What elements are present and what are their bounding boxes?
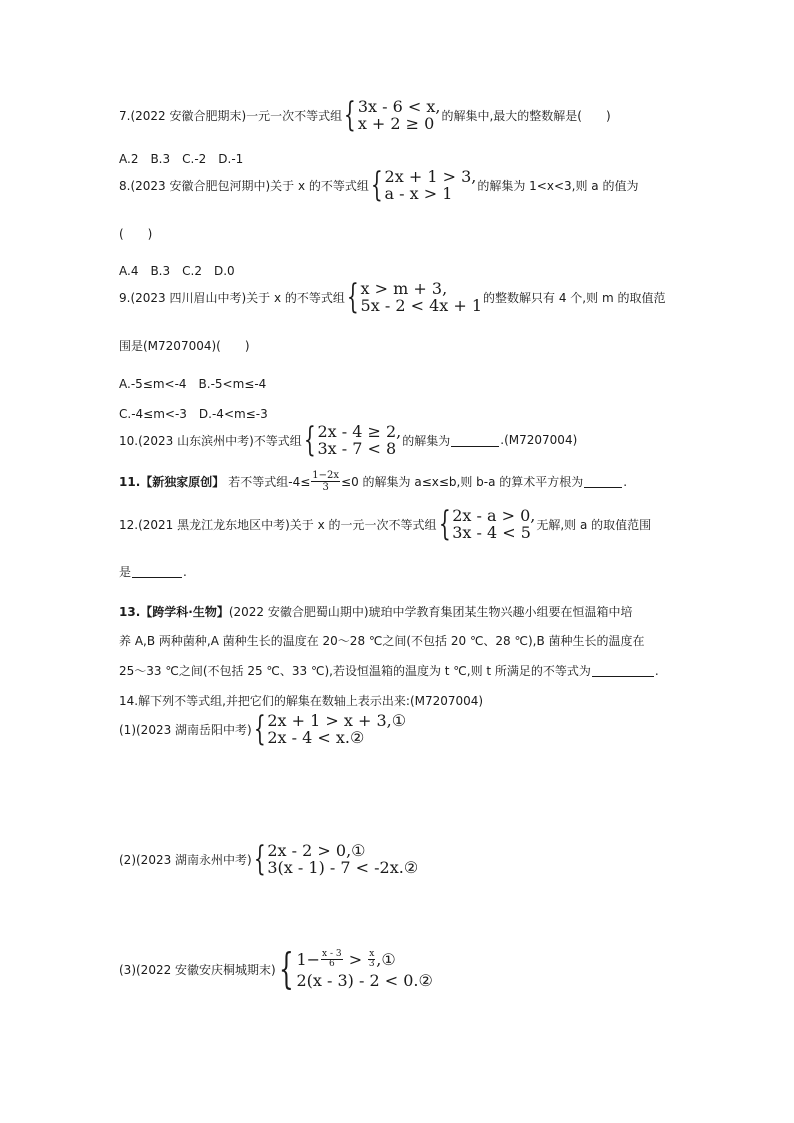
q9-prefix: 9.(2023 四川眉山中考)关于 x 的不等式组 xyxy=(119,290,345,305)
q10-system: { 2x - 4 ≥ 2, 3x - 7 < 8 xyxy=(303,420,402,460)
q11-tag: 11.【新独家原创】 xyxy=(119,475,225,489)
question-8 xyxy=(119,165,639,205)
q7-options: A.2 B.3 C.-2 D.-1 xyxy=(119,152,244,166)
q11-pre: 若不等式组-4≤ xyxy=(228,475,311,489)
q14-p1-system: { 2x + 1 > x + 3,① 2x - 4 < x.② xyxy=(253,709,407,749)
q13-tag: 13.【跨学科·生物】 xyxy=(119,605,229,619)
q11-answer-blank[interactable] xyxy=(584,475,622,488)
q10-answer-blank[interactable] xyxy=(451,434,499,447)
q12-answer-blank[interactable] xyxy=(132,565,182,578)
q9-row2: 5x - 2 < 4x + 1 xyxy=(360,296,483,315)
q8-suffix: 的解集为 1<x<3,则 a 的值为 xyxy=(477,178,639,193)
q14-part-3: (3)(2022 安徽安庆桐城期末) { 1− $\frac{x - 3}{6}$ > $\frac{x}{3}$ ,① 2(x - 3) - 2 < 0.② xyxy=(119,944,433,993)
q8-row2: a - x > 1 xyxy=(384,184,453,203)
q10-row2: 3x - 7 < 8 xyxy=(317,439,397,458)
q8-row1: 2x + 1 > 3, xyxy=(384,167,477,186)
q8-paren: ( ) xyxy=(119,227,153,241)
q13-answer-blank[interactable] xyxy=(592,664,654,677)
q9-suffix: 的整数解只有 4 个,则 m 的取值范 xyxy=(483,290,666,305)
q7-prefix: 7.(2022 安徽合肥期末)一元一次不等式组 xyxy=(119,108,343,123)
q11-fraction: $\frac{1-2x}{3}$ xyxy=(312,470,340,493)
q14-p2-row2: 3(x - 1) - 7 < -2x.② xyxy=(267,858,419,877)
q7-suffix: 的解集中,最大的整数解是( ) xyxy=(441,108,611,123)
question-10 xyxy=(119,420,578,460)
q8-system: { 2x + 1 > 3, a - x > 1 xyxy=(370,165,477,205)
question-7 xyxy=(119,95,611,135)
q14-p1-row2: 2x - 4 < x.② xyxy=(267,728,365,747)
q14-p2-system: { 2x - 2 > 0,① 3(x - 1) - 7 < -2x.② xyxy=(253,839,419,879)
q14-part-2: (2)(2023 湖南永州中考) { 2x - 2 > 0,① 3(x - 1) - 7 < -2x.② xyxy=(119,839,419,879)
q10-row1: 2x - 4 ≥ 2, xyxy=(317,422,402,441)
q9-line2: 围是(M7207004)( ) xyxy=(119,339,250,353)
q12-row2: 3x - 4 < 5 xyxy=(452,523,531,542)
q10-prefix: 10.(2023 山东滨州中考)不等式组 xyxy=(119,433,302,448)
q10-suffix2: .(M7207004) xyxy=(500,433,578,447)
q7-row2: x + 2 ≥ 0 xyxy=(357,114,435,133)
q9-system: { x > m + 3, 5x - 2 < 4x + 1 xyxy=(346,277,483,317)
q12-row1: 2x - a > 0, xyxy=(452,506,536,525)
question-9 xyxy=(119,277,666,317)
q9-options-2: C.-4≤m<-3 D.-4<m≤-3 xyxy=(119,407,268,421)
q14-p3-row2: 2(x - 3) - 2 < 0.② xyxy=(296,970,433,990)
q7-row1: 3x - 6 < x, xyxy=(357,97,441,116)
q14-part-1: (1)(2023 湖南岳阳中考) { 2x + 1 > x + 3,① 2x - 4 < x.② xyxy=(119,709,407,749)
question-14: 14.解下列不等式组,并把它们的解集在数轴上表示出来:(M7207004) xyxy=(119,694,484,708)
q8-prefix: 8.(2023 安徽合肥包河期中)关于 x 的不等式组 xyxy=(119,178,369,193)
q14-p3-row1: 1− $\frac{x - 3}{6}$ > $\frac{x}{3}$ ,① xyxy=(296,948,396,969)
q13-line3: 25～33 ℃之间(不包括 25 ℃、33 ℃),若设恒温箱的温度为 t ℃,则 t 所满足的不等式为 . xyxy=(119,663,659,678)
q12-suffix: 无解,则 a 的取值范围 xyxy=(536,517,652,532)
q13-line2: 养 A,B 两种菌种,A 菌种生长的温度在 20～28 ℃之间(不包括 20 ℃、28 ℃),B 菌种生长的温度在 xyxy=(119,634,645,648)
q13-line1: (2022 安徽合肥蜀山期中)琥珀中学教育集团某生物兴趣小组要在恒温箱中培 xyxy=(228,605,633,619)
q12-system: { 2x - a > 0, 3x - 4 < 5 xyxy=(438,504,536,544)
q14-p2-row1: 2x - 2 > 0,① xyxy=(267,841,366,860)
q9-row1: x > m + 3, xyxy=(360,279,448,298)
q7-system: { 3x - 6 < x, x + 2 ≥ 0 xyxy=(344,95,441,135)
q14-p1-row1: 2x + 1 > x + 3,① xyxy=(267,711,407,730)
q9-options-1: A.-5≤m<-4 B.-5<m≤-4 xyxy=(119,377,267,391)
q8-options: A.4 B.3 C.2 D.0 xyxy=(119,264,235,278)
question-12 xyxy=(119,504,652,544)
question-13 xyxy=(119,603,633,620)
q12-line2: 是 . xyxy=(119,564,187,579)
q11-post: ≤0 的解集为 a≤x≤b,则 b-a 的算术平方根为 xyxy=(341,475,584,489)
question-11: 11.【新独家原创】 若不等式组-4≤ $\frac{1-2x}{3}$ ≤0 的解集为 a≤x≤b,则 b-a 的算术平方根为 . xyxy=(119,470,628,493)
q10-suffix: 的解集为 xyxy=(402,433,451,448)
q12-prefix: 12.(2021 黑龙江龙东地区中考)关于 x 的一元一次不等式组 xyxy=(119,517,437,532)
q14-p3-system: { 1− $\frac{x - 3}{6}$ > $\frac{x}{3}$ ,① 2(x - 3) - 2 < 0.② xyxy=(278,944,433,993)
